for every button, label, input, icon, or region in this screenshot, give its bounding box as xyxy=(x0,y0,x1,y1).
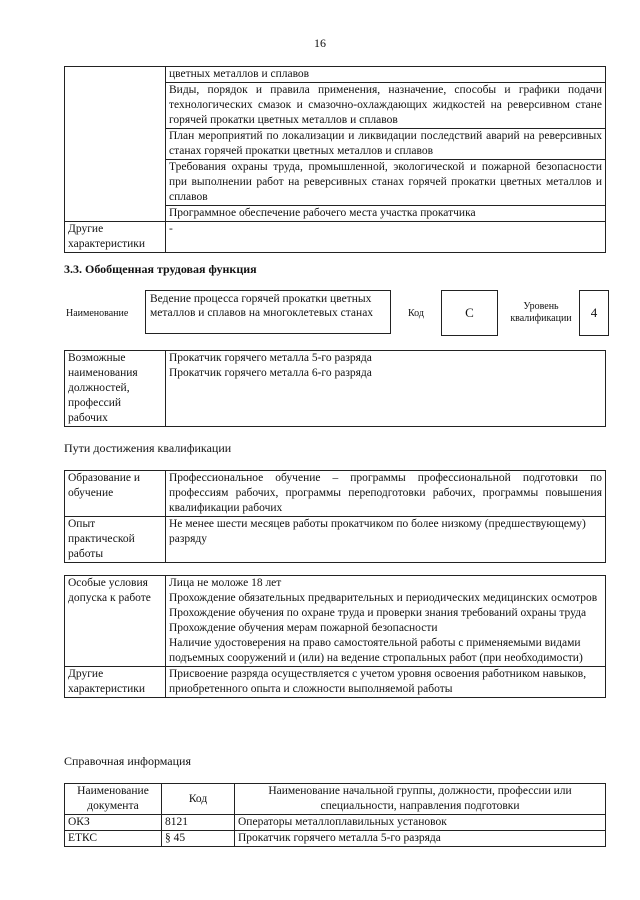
function-name: Ведение процесса горячей прокатки цветных металлов и сплавов на многоклетевых станах xyxy=(145,290,391,334)
page-number: 16 xyxy=(314,36,326,50)
education-table xyxy=(64,470,606,563)
table-row xyxy=(65,67,606,83)
column-header: Наименование документа xyxy=(65,784,162,815)
conditions-table xyxy=(64,575,606,698)
experience-value: Не менее шести месяцев работы прокатчиком по более низкому (предшествующему) разряду xyxy=(166,517,606,563)
reference-table xyxy=(64,783,606,847)
list-item: Программное обеспечение рабочего места участка прокатчика xyxy=(166,206,606,222)
table-cell: Прокатчик горячего металла 5-го разряда xyxy=(235,831,606,847)
table-cell: ОКЗ xyxy=(65,815,162,831)
table-row xyxy=(65,784,606,815)
table-cell: Операторы металлоплавильных установок xyxy=(235,815,606,831)
list-item: План мероприятий по локализации и ликвидации последствий аварий на реверсивных станах горячей прокатки цветных металлов и сплавов xyxy=(166,129,606,160)
table-row xyxy=(65,517,606,563)
table-row xyxy=(65,351,606,427)
positions-table xyxy=(64,350,606,427)
table-cell: 8121 xyxy=(162,815,235,831)
list-item: Виды, порядок и правила применения, назначение, способы и графики подачи технологических смазок и смазочно-охлаждающих жидкостей на реверсивном стане горячей прокатки цветных металлов и сплавов xyxy=(166,83,606,129)
conditions-label: Особые условия допуска к работе xyxy=(65,576,166,667)
list-item: цветных металлов и сплавов xyxy=(166,67,606,83)
education-label: Образование и обучение xyxy=(65,471,166,517)
table-row xyxy=(65,831,606,847)
paths-heading: Пути достижения квалификации xyxy=(64,441,232,455)
table-cell: § 45 xyxy=(162,831,235,847)
table-cell: ЕТКС xyxy=(65,831,162,847)
section-title: 3.3. Обобщенная трудовая функция xyxy=(64,262,257,276)
list-item: Требования охраны труда, промышленной, экологической и пожарной безопасности при выполнении работ на реверсивных станах горячей прокатки цветных металлов и сплавов xyxy=(166,160,606,206)
list-item: Прохождение обязательных предварительных и периодических медицинских осмотров xyxy=(169,592,598,604)
name-label: Наименование xyxy=(66,308,129,319)
column-header: Наименование начальной группы, должности, профессии или специальности, направления подготовки xyxy=(235,784,606,815)
positions-label: Возможные наименования должностей, профессий рабочих xyxy=(65,351,166,427)
level-label: Уровень квалификации xyxy=(510,301,572,324)
level-value: 4 xyxy=(579,290,609,336)
other-characteristics-label: Другие характеристики xyxy=(65,667,166,698)
reference-heading: Справочная информация xyxy=(64,754,191,768)
table-row xyxy=(65,471,606,517)
list-item: Прохождение обучения по охране труда и проверки знания требований охраны труда xyxy=(169,607,587,619)
experience-label: Опыт практической работы xyxy=(65,517,166,563)
table-row xyxy=(65,222,606,253)
other-characteristics-value: Присвоение разряда осуществляется с учетом уровня освоения работником навыков, приобретенного опыта и сложности выполняемой работы xyxy=(166,667,606,698)
list-item: Прокатчик горячего металла 5-го разряда xyxy=(169,352,372,364)
list-item: Прохождение обучения мерам пожарной безопасности xyxy=(169,622,438,634)
education-value: Профессиональное обучение – программы профессиональной подготовки по профессиям рабочих, программы переподготовки рабочих, программы повышения квалификации рабочих xyxy=(166,471,606,517)
table-row xyxy=(65,576,606,667)
code-label: Код xyxy=(408,308,424,319)
list-item: Наличие удостоверения на право самостоятельной работы с применяемыми видами подъемных сооружений и (или) на ведение стропальных работ (при необходимости) xyxy=(169,637,583,664)
table-row xyxy=(65,815,606,831)
table-row xyxy=(65,667,606,698)
column-header: Код xyxy=(162,784,235,815)
list-item: Прокатчик горячего металла 6-го разряда xyxy=(169,367,372,379)
code-value: C xyxy=(441,290,498,336)
list-item: Лица не моложе 18 лет xyxy=(169,577,282,589)
continuation-table xyxy=(64,66,606,253)
other-characteristics-label: Другие характеристики xyxy=(65,222,166,253)
other-characteristics-value: - xyxy=(166,222,606,253)
